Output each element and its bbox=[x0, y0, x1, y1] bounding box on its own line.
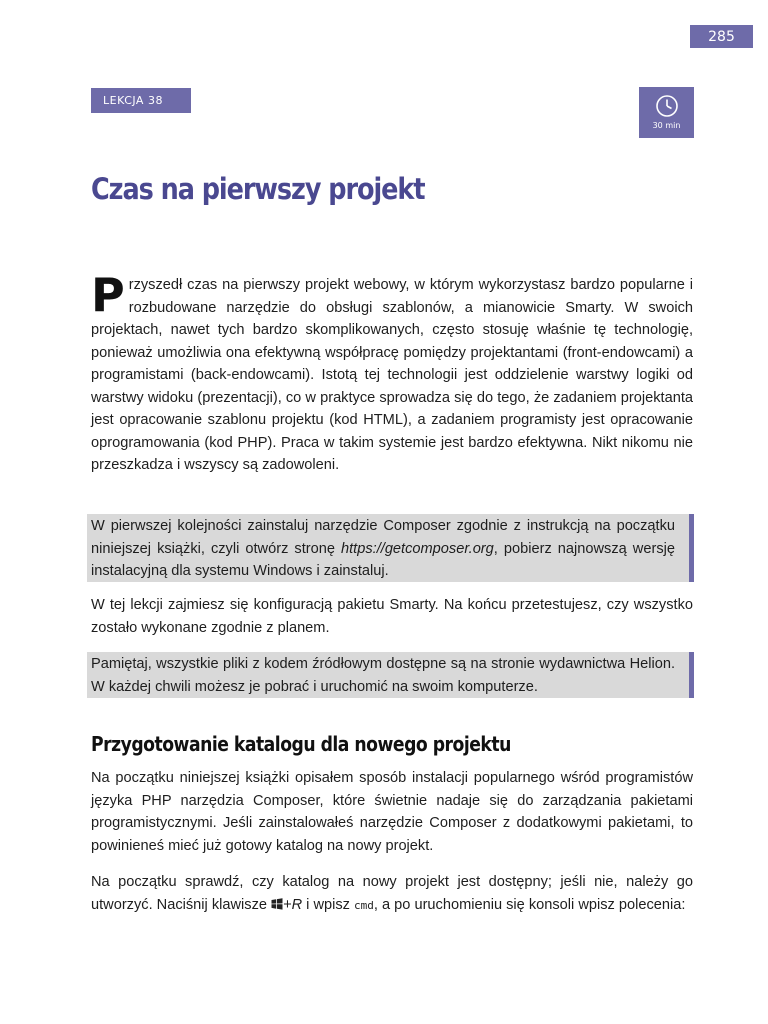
para4-text-after: , a po uruchomieniu się konsoli wpisz polecenia: bbox=[373, 896, 686, 913]
composer-paragraph: Na początku niniejszej książki opisałem sposób instalacji popularnego wśród programistów języka PHP narzędzia Composer, które świetnie nadaje się do zarządzania pakietami programistycznymi. Jeśli zainstalowałeś narzędzie Composer z dodatkowymi pakietami, to powinieneś mieć już gotowy katalog na nowy projekt. bbox=[91, 770, 693, 854]
lesson-paragraph: W tej lekcji zajmiesz się konfiguracją pakietu Smarty. Na końcu przetestujesz, czy wszystko zostało wykonane zgodnie z planem. bbox=[91, 597, 693, 636]
time-badge bbox=[639, 87, 694, 138]
time-label: 30 min bbox=[652, 121, 681, 130]
dropcap: P bbox=[91, 268, 125, 322]
composer-link[interactable]: https://getcomposer.org bbox=[341, 540, 494, 557]
para4-text-before: Na początku sprawdź, czy katalog na nowy projekt jest dostępny; jeśli nie, należy go utworzyć. Naciśnij klawisze bbox=[91, 874, 693, 913]
instructions-paragraph bbox=[91, 871, 693, 917]
section-heading: Przygotowanie katalogu dla nowego projektu bbox=[91, 732, 511, 756]
para4-text-middle: i wpisz bbox=[302, 896, 355, 913]
chapter-title: Czas na pierwszy projekt bbox=[91, 172, 425, 206]
lesson-label: LEKCJA 38 bbox=[91, 88, 191, 113]
shortcut-text: +R bbox=[283, 896, 303, 913]
intro-text: rzyszedł czas na pierwszy projekt webowy, w którym wykorzystasz bardzo popularne i rozbudowane narzędzie do obsługi szablonów, a mianowicie Smarty. W swoich projektach, nawet tych bardzo skomplikowanych, często stosuję właśnie tę technologię, ponieważ umożliwia ona efektywną współpracę pomiędzy projektantami (front-endowcami) a programistami (back-endowcami). Istotą tej technologii jest oddzielenie warstwy logiki od warstwy widoku (prezentacji), co w praktyce sprowadza się do tego, że zadaniem projektanta jest opracowanie szablonu projektu (kod HTML), a zadaniem programisty jest opracowanie oprogramowania (kod PHP). Praca w takim systemie jest bardzo efektywna. Nikt nikomu nie przeszkadza i wszyscy są zadowoleni. bbox=[91, 277, 693, 473]
windows-key-icon bbox=[271, 898, 283, 910]
intro-paragraph bbox=[91, 268, 693, 477]
cmd-command: cmd bbox=[354, 898, 374, 912]
note-box-source-code: Pamiętaj, wszystkie pliki z kodem źródłowym dostępne są na stronie wydawnictwa Helion. W każdej chwili możesz je pobrać i uruchomić na swoim komputerze. bbox=[87, 652, 694, 698]
note1-text-before: W pierwszej kolejności zainstaluj narzędzie Composer zgodnie z instrukcją na początku niniejszej książki, czyli otwórz stronę bbox=[91, 518, 675, 557]
note-box-composer bbox=[87, 514, 694, 582]
note1-text-after: , pobierz najnowszą wersję instalacyjną dla systemu Windows i zainstaluj. bbox=[91, 540, 675, 579]
page-number: 285 bbox=[690, 25, 753, 48]
clock-icon bbox=[655, 94, 679, 118]
